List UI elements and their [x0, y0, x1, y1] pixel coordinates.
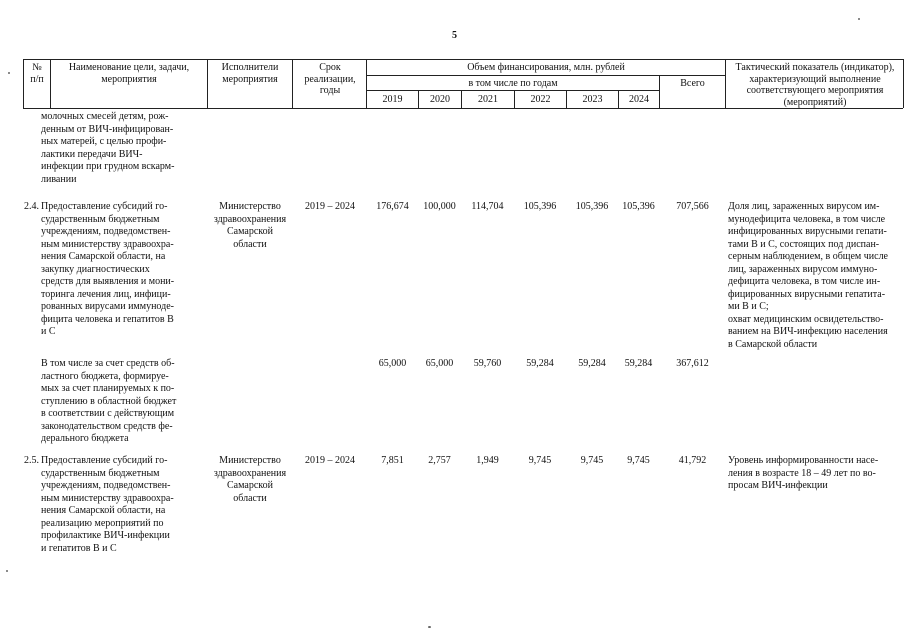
row-total: 41,792 — [678, 455, 707, 466]
header-number: № п/п — [30, 62, 44, 85]
row-value-2024: 59,284 — [624, 358, 653, 369]
scan-speck — [428, 626, 431, 628]
header-name: Наименование цели, задачи, мероприятия — [68, 62, 190, 85]
row-value-2020: 100,000 — [423, 201, 456, 212]
row-value-2019: 65,000 — [378, 358, 407, 369]
row-value-2021: 59,760 — [473, 358, 502, 369]
row-name: Предоставление субсидий го- сударственным бюджетным учреждениям, подведомствен- ным министерству здравоохра- нения Самарской области, на реализацию мероприятий по профилактике ВИЧ-инфекции и гепатитов В и С — [41, 455, 174, 554]
row-name: В том числе за счет средств об- ластного бюджета, формируе- мых за счет планируемых к по- ступлению в областной бюджет в соответствии с действующим законодательством средств фе- дерального бюджета — [41, 358, 177, 444]
scan-speck — [6, 570, 8, 572]
row-name: Предоставление субсидий го- сударственным бюджетным учреждениям, подведомствен- ным министерству здравоохра- нения Самарской области, на закупку диагностических средств для выявления и мони- торинга лечения лиц, инфици- рованных вирусами иммуноде- фицита человека и гепатитов В и С — [41, 201, 175, 337]
row-total: 367,612 — [676, 358, 709, 369]
row-value-2019: 176,674 — [376, 201, 409, 212]
row-value-2020: 2,757 — [428, 455, 451, 466]
header-funding: Объем финансирования, млн. рублей — [467, 62, 625, 73]
header-total: Всего — [680, 78, 705, 89]
header-year-2021: 2021 — [478, 94, 498, 105]
header-indicator: Тактический показатель (индикатор), характеризующий выполнение соответствующего мероприятия (мероприятий) — [735, 62, 895, 108]
row-number: 2.5. — [24, 455, 39, 466]
header-executors: Исполнители мероприятия — [221, 62, 279, 85]
header-year-2024: 2024 — [629, 94, 649, 105]
row-value-2021: 1,949 — [476, 455, 499, 466]
row-indicator: Уровень информированности насе- ления в возрасте 18 – 49 лет по во- просам ВИЧ-инфекции — [728, 455, 879, 491]
row-value-2022: 9,745 — [528, 455, 552, 466]
header-term: Срок реализации, годы — [304, 62, 356, 97]
row-value-2020: 65,000 — [425, 358, 454, 369]
row-executor: Министерство здравоохранения Самарской области — [213, 455, 287, 504]
row-number: 2.4. — [24, 201, 39, 212]
row-value-2024: 105,396 — [622, 201, 655, 212]
row-executor: Министерство здравоохранения Самарской области — [213, 201, 287, 250]
row-value-2019: 7,851 — [381, 455, 404, 466]
scan-speck — [858, 18, 860, 20]
row-value-2021: 114,704 — [471, 201, 504, 212]
row-value-2023: 9,745 — [580, 455, 604, 466]
row-name: молочных смесей детям, рож- денным от ВИЧ-инфицирован- ных матерей, с целью профи- лактики передачи ВИЧ- инфекции при грудном вскарм- ливании — [41, 111, 175, 185]
header-year-2019: 2019 — [382, 94, 403, 105]
header-year-2022: 2022 — [530, 94, 551, 105]
scan-speck — [8, 72, 10, 74]
row-term: 2019 – 2024 — [305, 455, 355, 466]
header-year-2020: 2020 — [430, 94, 450, 105]
row-value-2022: 105,396 — [523, 201, 557, 212]
row-term: 2019 – 2024 — [305, 201, 355, 212]
row-value-2023: 59,284 — [578, 358, 606, 369]
row-value-2022: 59,284 — [526, 358, 554, 369]
header-by-year: в том числе по годам — [468, 78, 558, 89]
row-indicator: Доля лиц, зараженных вирусом им- мунодефицита человека, в том числе инфицированных вирусными гепати- тами В и С, состоящих под диспан- серным наблюдением, в общем числе лиц, зараженных вирусом иммуно- дефицита человека, в том числе ин- фицированных вирусными гепатита- ми В и С; охват медицинским освидетельство- ванием на ВИЧ-инфекцию населения в Самарской области — [728, 201, 888, 350]
row-value-2023: 105,396 — [575, 201, 609, 212]
row-total: 707,566 — [676, 201, 709, 212]
row-value-2024: 9,745 — [627, 455, 650, 466]
header-year-2023: 2023 — [582, 94, 603, 105]
page-number: 5 — [452, 30, 457, 41]
